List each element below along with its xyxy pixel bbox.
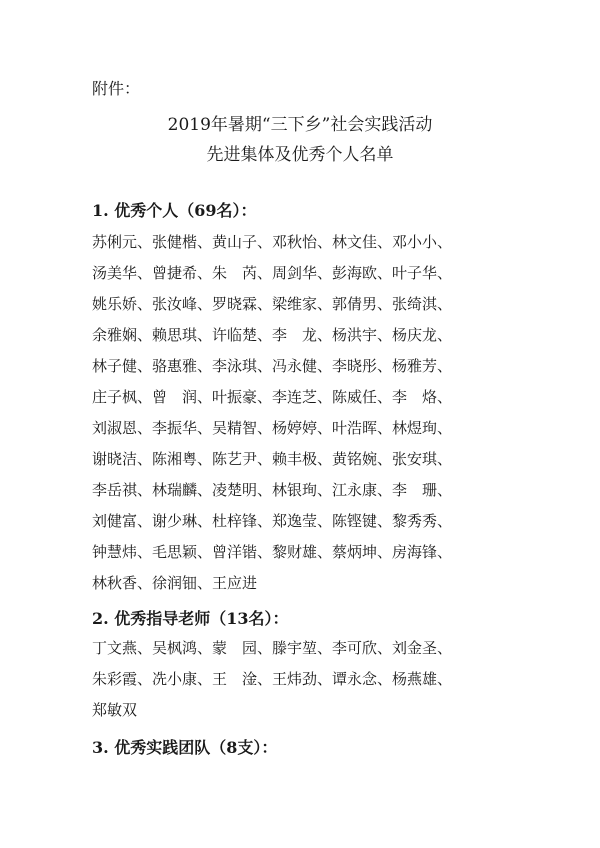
names-line: 郑敏双 xyxy=(92,701,138,719)
names-line: 林子健、骆惠雅、李泳琪、冯永健、李晓彤、杨雅芳、 xyxy=(92,357,453,375)
names-line: 朱彩霞、冼小康、王 淦、王炜劲、谭永念、杨燕雄、 xyxy=(92,670,453,688)
names-line: 刘淑恩、李振华、吴精智、杨婷婷、叶浩晖、林煜珣、 xyxy=(92,419,453,437)
names-line: 李岳祺、林瑞麟、凌楚明、林银珣、江永康、李 珊、 xyxy=(92,481,453,499)
document-title-line2: 先进集体及优秀个人名单 xyxy=(206,145,394,165)
names-line: 庄子枫、曾 润、叶振豪、李连芝、陈威任、李 烙、 xyxy=(92,388,453,406)
section-heading-individuals: 1. 优秀个人（69名）： xyxy=(92,201,257,220)
names-line: 余雅娴、赖思琪、许临楚、李 龙、杨洪宇、杨庆龙、 xyxy=(92,326,453,344)
names-line: 林秋香、徐润钿、王应进 xyxy=(92,574,258,592)
section-heading-advisors: 2. 优秀指导老师（13名）： xyxy=(92,609,289,628)
names-line: 汤美华、曾捷希、朱 芮、周剑华、彭海欧、叶子华、 xyxy=(92,264,453,282)
attachment-label: 附件： xyxy=(92,79,141,98)
names-line: 钟慧炜、毛思颖、曾洋锴、黎财雄、蔡炳坤、房海锋、 xyxy=(92,543,453,561)
names-list-individuals xyxy=(92,227,522,599)
document-title-line1: 2019年暑期“三下乡”社会实践活动 xyxy=(167,115,433,135)
names-list-advisors xyxy=(92,633,522,726)
names-line: 苏俐元、张健楷、黄山子、邓秋怡、林文佳、邓小小、 xyxy=(92,233,453,251)
section-heading-teams: 3. 优秀实践团队（8支）： xyxy=(92,738,278,757)
names-line: 姚乐娇、张汝峰、罗晓霖、梁维家、郭倩男、张绮淇、 xyxy=(92,295,453,313)
names-line: 刘健富、谢少琳、杜梓锋、郑逸莹、陈铿键、黎秀秀、 xyxy=(92,512,453,530)
names-line: 谢晓洁、陈湘粤、陈艺尹、赖丰极、黄铭婉、张安琪、 xyxy=(92,450,453,468)
names-line: 丁文燕、吴枫鸿、蒙 园、滕宇堃、李可欣、刘金圣、 xyxy=(92,639,453,657)
